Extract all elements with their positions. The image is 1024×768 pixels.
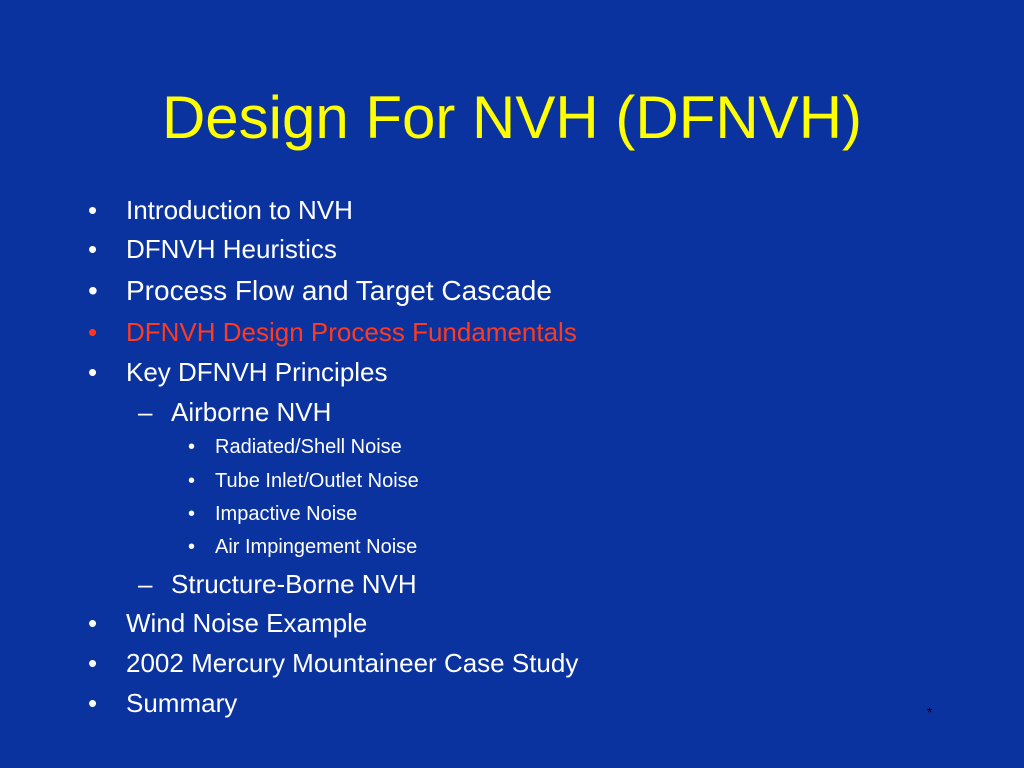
list-item-text: Wind Noise Example [126, 608, 368, 638]
bullet-marker: • [188, 470, 196, 492]
bullet-marker: • [88, 688, 98, 718]
list-item [88, 607, 367, 639]
list-item-text: Radiated/Shell Noise [215, 436, 402, 458]
list-item-text: DFNVH Design Process Fundamentals [126, 317, 577, 347]
list-item-text: Air Impingement Noise [215, 536, 418, 558]
list-item [88, 194, 353, 226]
list-item-text: Structure-Borne NVH [171, 569, 417, 599]
list-item-text: Tube Inlet/Outlet Noise [215, 470, 419, 492]
sub-sub-list-item [188, 534, 417, 560]
sub-list-item [138, 396, 331, 428]
list-item-text: DFNVH Heuristics [126, 234, 337, 264]
list-item-text: Summary [126, 688, 238, 718]
list-item-text: Introduction to NVH [126, 195, 353, 225]
list-item [88, 647, 578, 679]
list-item-text: Process Flow and Target Cascade [126, 275, 552, 306]
bullet-marker: • [88, 357, 98, 387]
sub-sub-list-item [188, 434, 402, 460]
list-item-highlighted [88, 316, 577, 348]
list-item-text: Airborne NVH [171, 397, 332, 427]
list-item [88, 687, 237, 719]
bullet-marker: • [88, 275, 98, 306]
bullet-marker: • [88, 648, 98, 678]
dash-marker: – [138, 397, 153, 427]
sub-sub-list-item [188, 501, 357, 527]
list-item [88, 233, 337, 265]
list-item-text: Impactive Noise [215, 503, 358, 525]
bullet-marker: • [88, 234, 98, 264]
slide-title: Design For NVH (DFNVH) [161, 84, 863, 151]
footer-mark: * [927, 704, 933, 720]
bullet-marker: • [88, 317, 98, 347]
sub-sub-list-item [188, 468, 419, 494]
list-item-text: 2002 Mercury Mountaineer Case Study [126, 648, 579, 678]
list-item [88, 275, 552, 307]
dash-marker: – [138, 569, 153, 599]
list-item [88, 356, 388, 388]
bullet-marker: • [188, 536, 196, 558]
bullet-marker: • [88, 608, 98, 638]
list-item-text: Key DFNVH Principles [126, 357, 388, 387]
bullet-marker: • [188, 436, 196, 458]
sub-list-item [138, 568, 417, 600]
bullet-marker: • [188, 503, 196, 525]
bullet-marker: • [88, 195, 98, 225]
